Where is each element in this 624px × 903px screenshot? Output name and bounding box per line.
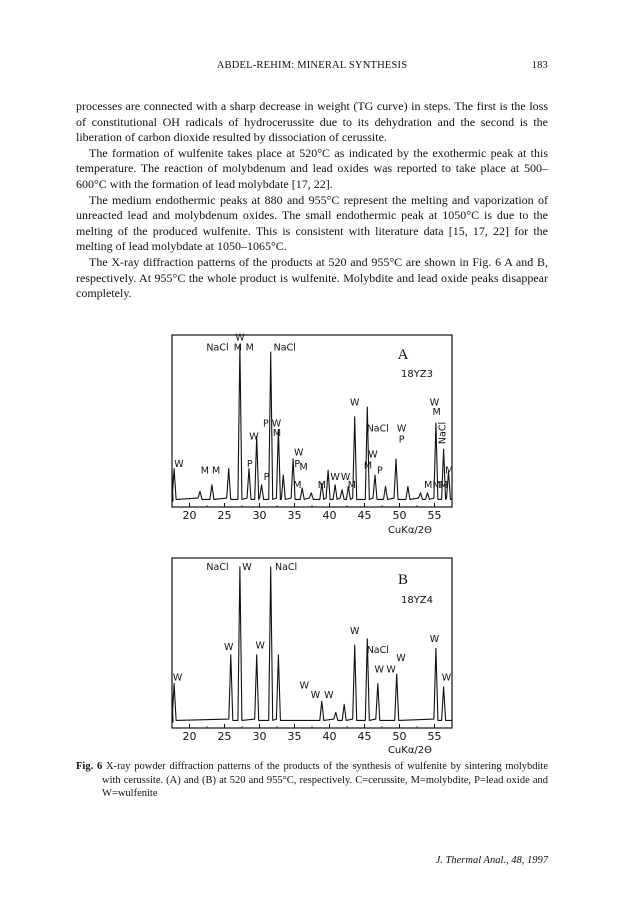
paragraph: The formation of wulfenite takes place at 520°C as indicated by the exothermic peak at this temperature. The reaction of molybdenum and lead oxides was reported to take place at 500–600°C with the formation of lead molybdate [17, 22]. — [76, 145, 548, 191]
xrd-panel-b — [170, 556, 454, 756]
phase-label: W — [429, 397, 440, 409]
chart-frame-group — [172, 558, 452, 728]
phase-label-vertical: NaCl — [437, 421, 449, 445]
phase-label: P — [377, 465, 383, 477]
x-axis-label: CuKα/2Θ — [387, 745, 433, 756]
phase-label: M — [299, 462, 308, 474]
x-tick-label: 35 — [287, 509, 302, 522]
figure-caption — [76, 760, 548, 801]
phase-label: M — [211, 465, 221, 477]
x-tick-label: 50 — [392, 730, 407, 743]
phase-label: M — [317, 480, 326, 492]
phase-label: W — [242, 562, 252, 573]
phase-label: M — [363, 460, 373, 472]
running-header — [76, 60, 548, 76]
x-tick-label: 55 — [427, 730, 442, 743]
xrd-chart-a — [170, 333, 454, 538]
phase-label: M — [200, 465, 210, 477]
xrd-chart-b — [170, 556, 454, 756]
phase-label: W — [255, 640, 265, 652]
page-number: 183 — [531, 60, 548, 71]
phase-label: W — [349, 626, 360, 637]
x-tick-label: 40 — [322, 509, 337, 522]
x-tick-label: 45 — [357, 509, 372, 522]
phase-label: W — [368, 449, 378, 461]
phase-label: W — [249, 431, 259, 443]
phase-label: M — [432, 407, 441, 419]
phase-label: M — [445, 465, 454, 477]
sample-id: 18YZ4 — [400, 595, 434, 606]
journal-footer: J. Thermal Anal., 48, 1997 — [435, 855, 548, 866]
phase-label: NaCl — [366, 645, 389, 657]
phase-label: P W — [263, 418, 282, 430]
phase-label: W — [396, 423, 407, 435]
phase-label: P — [294, 458, 301, 470]
x-tick-label: 20 — [182, 730, 197, 743]
phase-label: P — [263, 471, 270, 483]
chart-frame — [172, 558, 452, 728]
phase-label: W — [172, 672, 183, 684]
panel-label: A — [397, 347, 409, 363]
x-tick-label: 50 — [392, 509, 407, 522]
x-tick-label: 55 — [427, 509, 442, 522]
phase-label: M — [272, 428, 282, 440]
phase-label: NaCl — [274, 562, 298, 573]
chart-frame — [172, 332, 452, 507]
x-tick-label: 40 — [322, 730, 337, 743]
phase-label: W — [349, 397, 360, 409]
phase-label: P — [398, 434, 405, 446]
phase-label: W — [396, 653, 406, 665]
x-tick-label: 25 — [217, 509, 232, 522]
phase-label: W — [386, 664, 396, 676]
phase-label: W — [293, 447, 304, 459]
phase-label: W — [441, 672, 452, 684]
x-axis-label: CuKα/2Θ — [387, 525, 433, 536]
x-tick-label: 30 — [252, 730, 267, 743]
phase-label: W — [374, 664, 384, 676]
phase-label: M — [424, 480, 433, 492]
x-tick-label: 25 — [217, 730, 232, 743]
caption-label: Fig. 6 — [76, 761, 103, 772]
xrd-panel-a — [170, 333, 454, 538]
sample-id: 18YZ3 — [400, 369, 434, 380]
phase-label: W — [340, 471, 351, 483]
x-tick-label: 45 — [357, 730, 372, 743]
phase-label: W — [324, 690, 334, 701]
body-text — [76, 99, 548, 302]
phase-label: W — [429, 634, 440, 645]
phase-label: M — [432, 480, 441, 492]
x-tick-label: 35 — [287, 730, 302, 743]
phase-label: W — [223, 642, 234, 653]
phase-label: W — [330, 471, 340, 483]
phase-label: NaCl — [273, 342, 296, 354]
paragraph: The medium endothermic peaks at 880 and 955°C represent the melting and vaporization of unreacted lead and molybdenum oxides. The small endothermic peak at 1050°C is due to the melting of the produced wulfenite. This is consistent with literature data [15, 17, 22] for the melting of lead molybdate at 1050–1065°C. — [76, 192, 548, 254]
caption-text: X-ray powder diffraction patterns of the products of the synthesis of wulfenite by sintering molybdite with cerussite. (A) and (B) at 520 and 955°C, respectively. C=cerussite, M=molybdite, P=lead oxide and W=wulfenite — [102, 761, 548, 799]
phase-label: W — [235, 332, 245, 344]
phase-label: M — [439, 480, 448, 492]
paragraph: The X-ray diffraction patterns of the products at 520 and 955°C are shown in Fig. 6 A and B, respectively. At 955°C the whole product is wulfenite. Molybdite and lead oxide peaks disappear completely. — [76, 254, 548, 301]
phase-label: W — [174, 458, 184, 470]
panel-label: B — [397, 572, 409, 588]
paragraph: processes are connected with a sharp decrease in weight (TG curve) in steps. The first is the loss of constitutional OH radicals of hydrocerussite due to its dehydration and the second is the liberation of carbon dioxide resulted by dissociation of cerussite. — [76, 99, 548, 145]
phase-label: W — [299, 680, 310, 692]
phase-label: M — [233, 342, 242, 354]
x-tick-label: 20 — [182, 509, 197, 522]
phase-label: NaCl — [206, 562, 229, 573]
phase-label: NaCl — [206, 342, 229, 354]
chart-frame-group — [172, 332, 452, 507]
phase-label: M — [347, 480, 357, 492]
x-tick-label: 30 — [252, 509, 267, 522]
phase-label: M — [293, 480, 302, 492]
phase-label: P — [246, 458, 253, 470]
phase-label: W — [310, 690, 321, 701]
running-head-title: ABDEL-REHIM: MINERAL SYNTHESIS — [216, 60, 408, 71]
phase-label: M — [245, 342, 254, 354]
phase-label: NaCl — [366, 423, 389, 435]
